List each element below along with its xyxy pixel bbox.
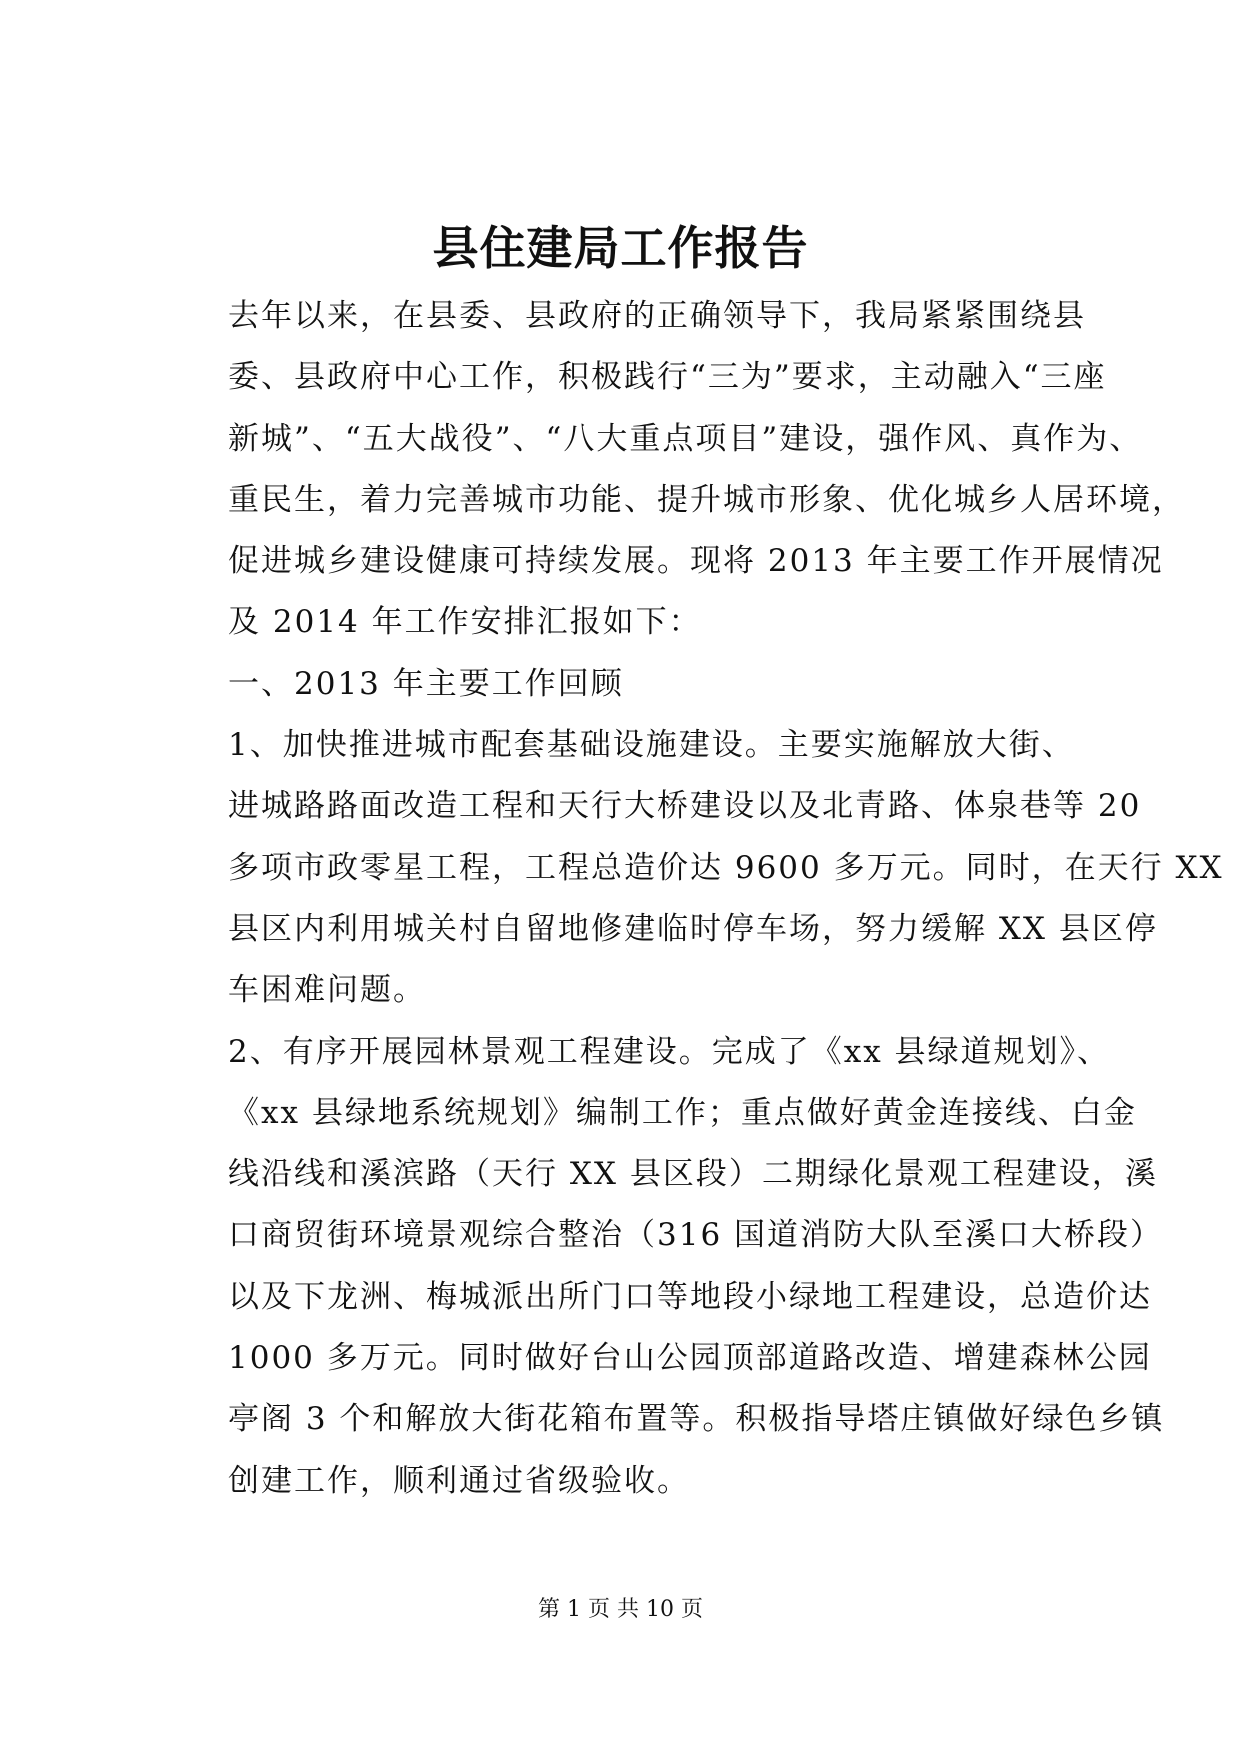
text-line: 亭阁 3 个和解放大街花箱布置等。积极指导塔庄镇做好绿色乡镇 xyxy=(228,1401,1165,1438)
text-line: 1000 多万元。同时做好台山公园顶部道路改造、增建森林公园 xyxy=(228,1340,1152,1377)
section-heading xyxy=(166,654,1086,715)
text-line: 去年以来，在县委、县政府的正确领导下，我局紧紧围绕县 xyxy=(228,298,1086,334)
paragraph-item-1 xyxy=(166,715,1224,1021)
text-line: 多项市政零星工程，工程总造价达 9600 多万元。同时，在天行 XX xyxy=(228,849,1224,886)
text-line: 线沿线和溪滨路（天行 XX 县区段）二期绿化景观工程建设，溪 xyxy=(228,1156,1158,1193)
text-line: 车困难问题。 xyxy=(228,972,426,1009)
text-line: 创建工作，顺利通过省级验收。 xyxy=(228,1462,690,1499)
text-line: 一、2013 年主要工作回顾 xyxy=(228,665,624,702)
text-line: 以及下龙洲、梅城派出所门口等地段小绿地工程建设，总造价达 xyxy=(228,1278,1152,1315)
text-line: 新城”、“五大战役”、“八大重点项目”建设，强作风、真作为、 xyxy=(228,420,1143,457)
paragraph-item-2 xyxy=(166,1022,1165,1512)
text-line: 重民生，着力完善城市功能、提升城市形象、优化城乡人居环境， xyxy=(228,481,1185,518)
text-line: 2、有序开展园林景观工程建设。完成了《xx 县绿道规划》、 xyxy=(228,1033,1111,1070)
text-line: 促进城乡建设健康可持续发展。现将 2013 年主要工作开展情况 xyxy=(228,543,1164,580)
text-line: 《xx 县绿地系统规划》编制工作；重点做好黄金连接线、白金 xyxy=(228,1094,1137,1131)
text-line: 进城路路面改造工程和天行大桥建设以及北青路、体泉巷等 20 xyxy=(228,788,1142,825)
document-body xyxy=(166,286,1224,1512)
text-line: 委、县政府中心工作，积极践行“三为”要求，主动融入“三座 xyxy=(228,359,1107,396)
text-line: 口商贸街环境景观综合整治（316 国道消防大队至溪口大桥段） xyxy=(228,1217,1164,1254)
paragraph-intro xyxy=(166,286,1185,654)
text-line: 及 2014 年工作安排汇报如下： xyxy=(228,604,702,641)
page-footer: 第 1 页 共 10 页 xyxy=(538,1597,703,1622)
document-title: 县住建局工作报告 xyxy=(432,221,809,275)
text-line: 1、加快推进城市配套基础设施建设。主要实施解放大街、 xyxy=(228,727,1075,764)
text-line: 县区内利用城关村自留地修建临时停车场，努力缓解 XX 县区停 xyxy=(228,910,1158,947)
